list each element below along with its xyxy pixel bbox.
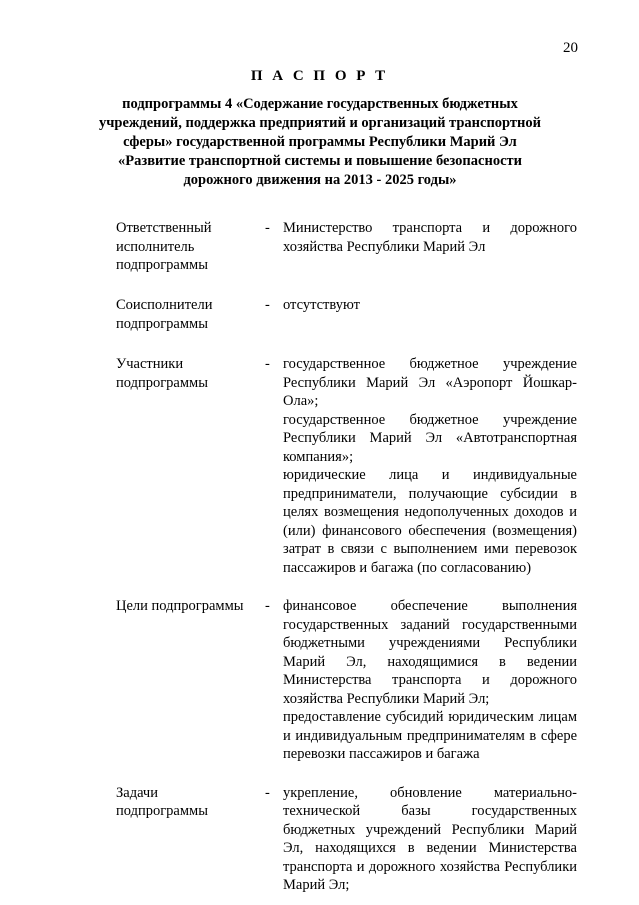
row-value bbox=[283, 296, 577, 315]
passport-row-goals bbox=[0, 597, 639, 764]
row-label: Участники подпрограммы bbox=[116, 356, 208, 391]
passport-row-responsible bbox=[0, 219, 639, 274]
document-title: П А С П О Р Т bbox=[250, 68, 389, 84]
row-dash: - bbox=[265, 784, 270, 801]
subtitle-line: подпрограммы 4 «Содержание государственных бюджетных bbox=[122, 96, 518, 112]
passport-row-participants bbox=[0, 355, 639, 577]
row-label: Ответственный исполнитель подпрограммы bbox=[116, 220, 212, 273]
page-number: 20 bbox=[563, 40, 578, 56]
value-paragraph: отсутствуют bbox=[283, 297, 360, 313]
row-value bbox=[283, 355, 577, 577]
value-paragraph: предоставление субсидий юридическим лицам и индивидуальным предпринимателям в сфере перевозки пассажиров и багажа bbox=[283, 709, 577, 762]
subtitle-line: дорожного движения на 2013 - 2025 годы» bbox=[183, 172, 457, 188]
row-dash: - bbox=[265, 297, 270, 313]
row-value bbox=[283, 219, 577, 256]
row-value bbox=[283, 597, 577, 764]
subtitle-line: «Развитие транспортной системы и повышение безопасности bbox=[118, 153, 522, 169]
row-dash: - bbox=[265, 220, 270, 236]
value-paragraph: государственное бюджетное учреждение Республики Марий Эл «Автотранспортная компания»; bbox=[283, 411, 577, 465]
row-value bbox=[283, 784, 577, 895]
subtitle-line: учреждений, поддержка предприятий и организаций транспортной bbox=[98, 115, 542, 131]
value-paragraph: государственное бюджетное учреждение Республики Марий Эл «Аэропорт Йошкар-Ола»; bbox=[283, 356, 577, 409]
passport-row-tasks bbox=[0, 784, 639, 895]
passport-row-coexecutors bbox=[0, 296, 639, 333]
passport-table bbox=[0, 219, 639, 895]
row-dash: - bbox=[265, 598, 270, 614]
row-label: Соисполнители подпрограммы bbox=[116, 297, 213, 332]
value-paragraph: финансовое обеспечение выполнения государственных заданий государственными бюджетными учреждениями Республики Марий Эл, находящимися в ведении Министерства транспорта и дорожного хозяйства Республики Марий Эл; bbox=[283, 598, 577, 707]
value-paragraph: укрепление, обновление материально-технической базы государственных бюджетных учреждений Республики Марий Эл, находящихся в ведении Министерства транспорта и дорожного хозяйства Республики Марий Эл; bbox=[283, 784, 577, 893]
row-dash: - bbox=[265, 356, 270, 372]
subtitle-line: сферы» государственной программы Республики Марий Эл bbox=[123, 134, 517, 150]
row-label: Цели подпрограммы bbox=[116, 598, 244, 614]
row-label: Задачи подпрограммы bbox=[116, 784, 208, 819]
value-paragraph: юридические лица и индивидуальные предприниматели, получающие субсидии в целях возмещения недополученных доходов и (или) финансового обеспечения (возмещения) затрат в связи с выполнением ими перевозок пассажиров и багажа (по согласованию) bbox=[283, 467, 577, 576]
value-paragraph: Министерство транспорта и дорожного хозяйства Республики Марий Эл bbox=[283, 220, 577, 255]
document-subtitle bbox=[60, 95, 580, 190]
